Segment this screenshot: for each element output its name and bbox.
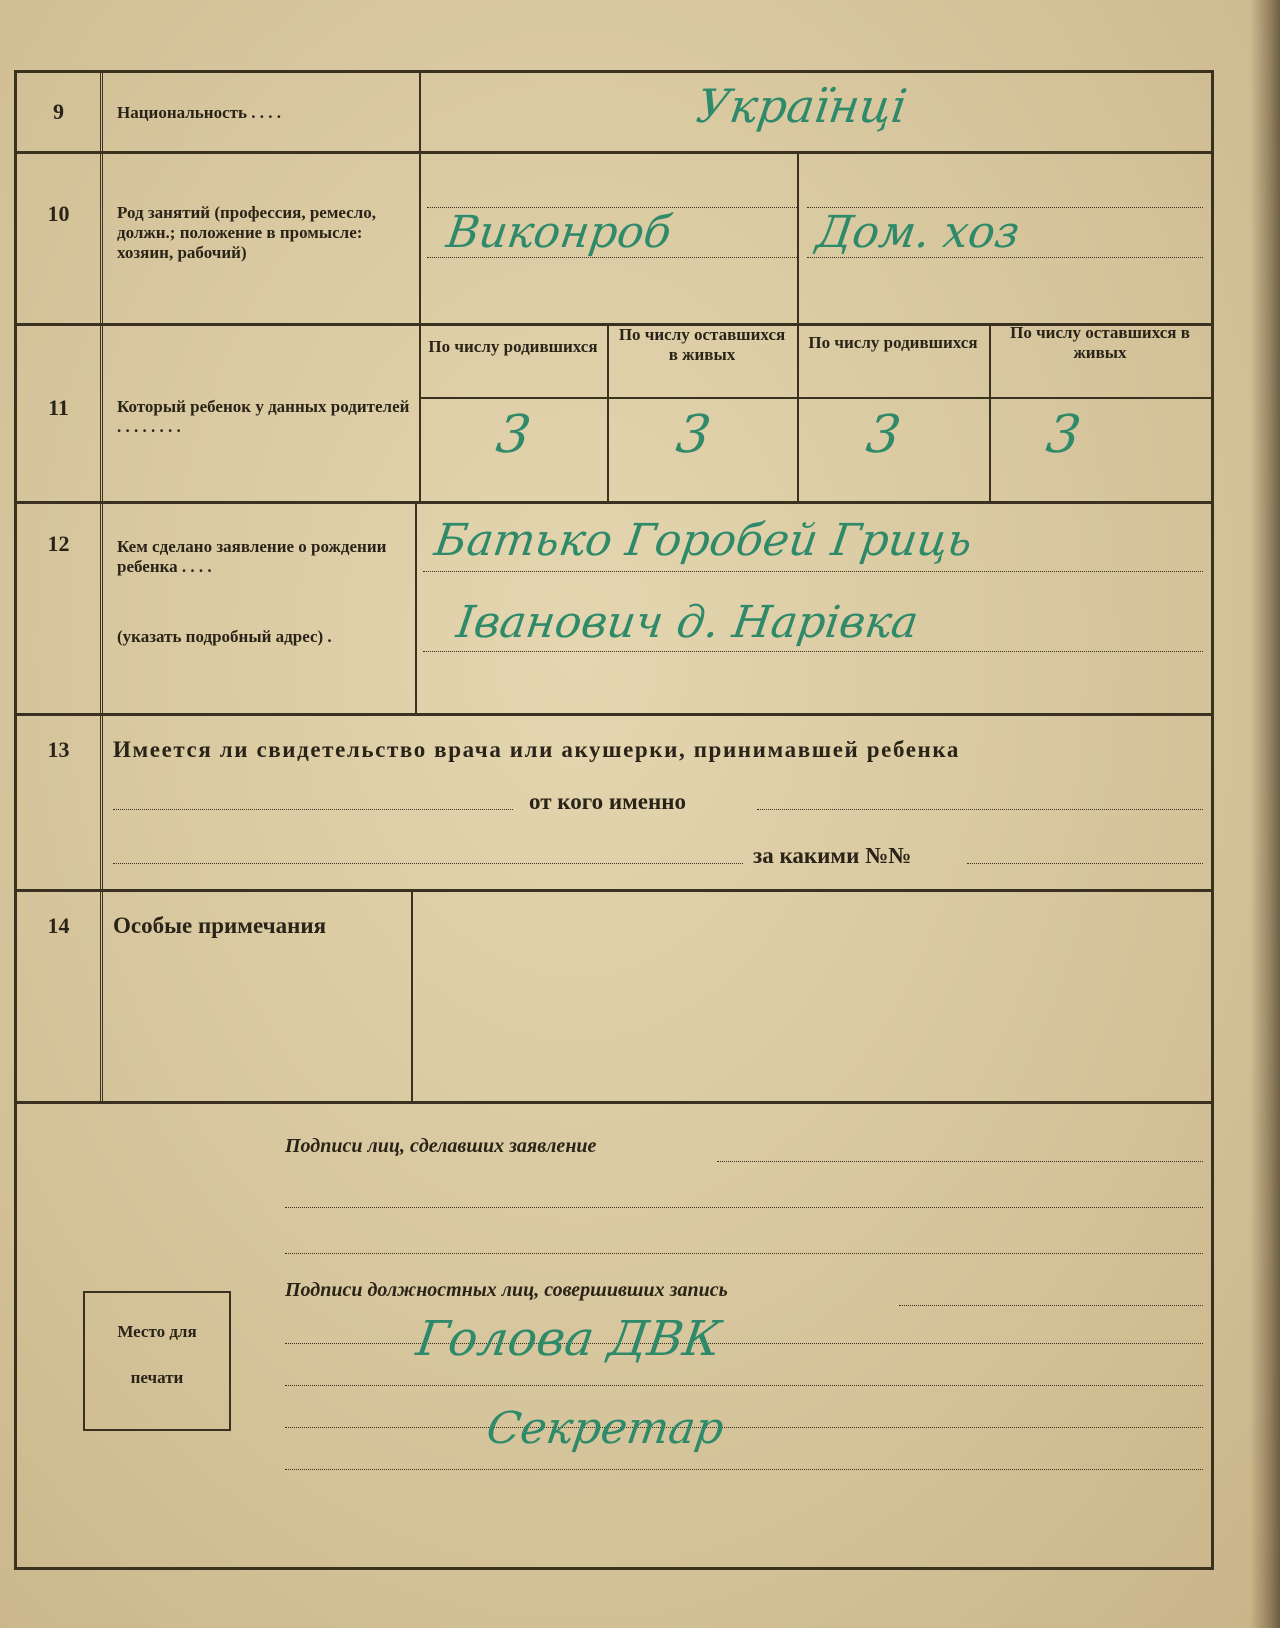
address-label: (указать подробный адрес) . [117,627,332,646]
row-certificate [17,713,1211,892]
special-notes-label: Особые примечания [113,913,327,938]
count-born-father: 3 [492,405,535,465]
row-occupation [17,151,1211,326]
nationality-label: Национальность . . . . [117,103,281,122]
occupation-label: Род занятий (профессия, ремесло, должн.; положение в промысле: хозяин, рабочий) [117,203,377,262]
form-frame [14,70,1214,1570]
page-spine-shadow [1250,0,1280,1628]
applicant-line1: Батько Горобей Гриць [431,515,976,566]
row-child-order [17,323,1211,504]
child-order-label: Который ребенок у данных родителей . . . . . . . . [117,397,410,436]
official-signature-1: Голова ДВК [413,1311,725,1367]
stamp-place [83,1291,231,1431]
occupation-mother: Дом. хоз [813,207,1023,258]
header-alive-mother: По числу оставшихся в живых [1010,323,1190,362]
from-whom-label: от кого именно [529,789,686,814]
occupation-father: Виконроб [443,207,675,258]
row-number: 13 [17,713,103,889]
count-alive-mother: 3 [1042,405,1085,465]
count-alive-father: 3 [672,405,715,465]
applicant-label: Кем сделано заявление о рождении ребенка . . . . [117,537,387,576]
officials-signature-label: Подписи должностных лиц, совершивших запись [285,1279,728,1301]
stamp-label-line1: Место для [117,1322,197,1341]
row-number: 11 [17,323,103,501]
certificate-question: Имеется ли свидетельство врача или акушерки, принимавшей ребенка [113,737,961,762]
row-nationality [17,73,1211,154]
nationality-value: Українці [693,79,911,133]
applicants-signature-label: Подписи лиц, сделавших заявление [285,1135,597,1157]
official-signature-2: Секретар [483,1403,727,1454]
row-number: 14 [17,889,103,1101]
row-number: 10 [17,151,103,323]
header-born-mother: По числу родившихся [808,333,978,352]
header-born-father: По числу родившихся [428,337,598,356]
row-applicant [17,501,1211,716]
row-special-notes [17,889,1211,1104]
row-number: 12 [17,501,103,713]
count-born-mother: 3 [862,405,905,465]
stamp-label-line2: печати [130,1368,184,1387]
applicant-line2: Іванович д. Нарівка [453,597,922,648]
numbers-label: за какими №№ [753,843,912,868]
header-alive-father: По числу оставшихся в живых [618,325,786,364]
row-number: 9 [17,73,103,151]
